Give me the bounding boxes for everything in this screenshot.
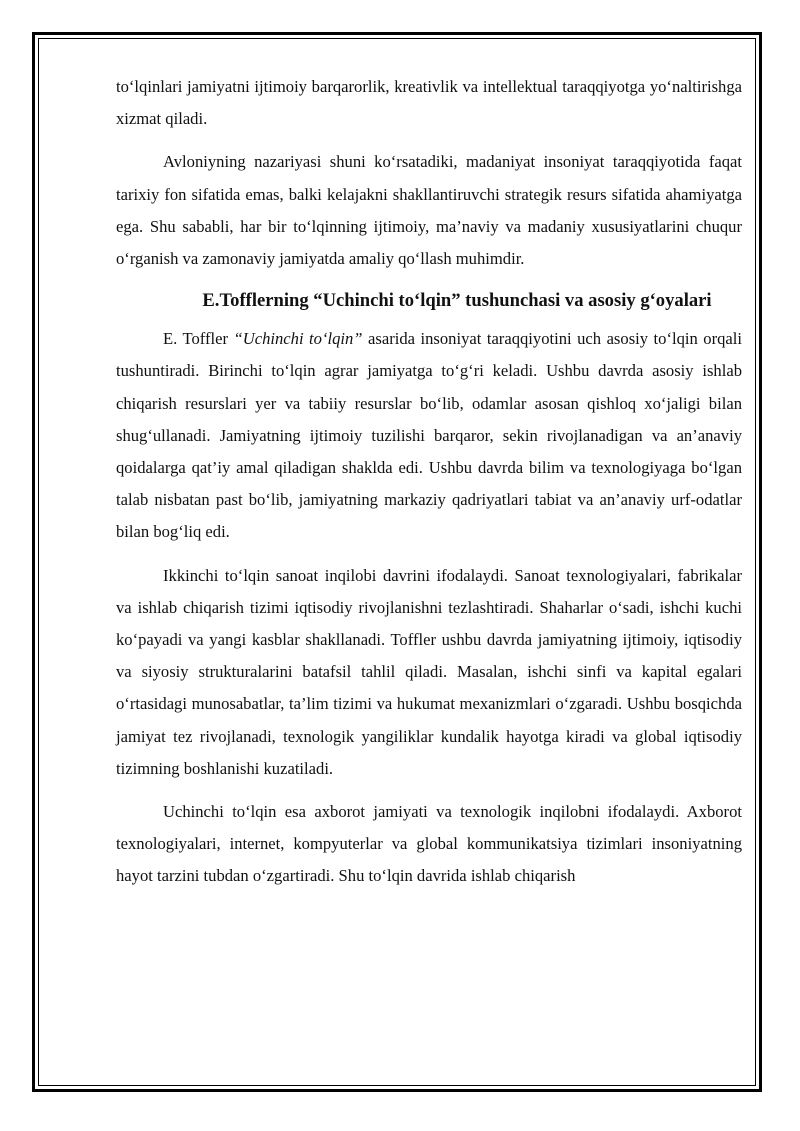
book-title: “Uchinchi to‘lqin”: [233, 329, 363, 349]
paragraph-1: to‘lqinlari jamiyatni ijtimoiy barqarorlik, kreativlik va intellektual taraqqiyotga yo‘naltirishga xizmat qiladi.: [116, 77, 742, 129]
document-body: [116, 71, 742, 904]
paragraph-3-lead: E. Toffler: [163, 329, 234, 349]
paragraph-4: Ikkinchi to‘lqin sanoat inqilobi davrini ifodalaydi. Sanoat texnologiyalari, fabrikalar va ishlab chiqarish tizimi iqtisodiy rivojlanishni tezlashtiradi. Shaharlar o‘sadi, ishchi kuchi ko‘payadi va yangi kasblar shakllanadi. Toffler ushbu davrda jamiyatning ijtimoiy, iqtisodiy va siyosiy strukturalarini batafsil tahlil qiladi. Masalan, ishchi sinfi va kapital egalari o‘rtasidagi munosabatlar, ta’lim tizimi va hukumat mexanizmlari o‘zgaradi. Ushbu bosqichda jamiyat tez rivojlanadi, texnologik yangiliklar kundalik hayotga kiradi va global iqtisodiy tizimning boshlanishi kuzatiladi.: [116, 565, 742, 778]
paragraph-5: Uchinchi to‘lqin esa axborot jamiyati va texnologik inqilobni ifodalaydi. Axborot texnologiyalari, internet, kompyuterlar va global kommunikatsiya tizimlari insoniyatning hayot tarzini tubdan o‘zgartiradi. Shu to‘lqin davrida ishlab chiqarish: [116, 802, 742, 886]
paragraph-3-rest: asarida insoniyat taraqqiyotini uch asosiy to‘lqin orqali tushuntiradi. Birinchi to‘lqin agrar jamiyatga to‘g‘ri keladi. Ushbu davrda asosiy ishlab chiqarish resurslari yer va tabiiy resurslar bo‘lib, odamlar asosan qishloq xo‘jaligi bilan shug‘ullanadi. Jamiyatning ijtimoiy tuzilishi barqaror, sekin rivojlanadigan va an’anaviy qoidalarga qat’iy amal qiladigan shaklda edi. Ushbu davrda bilim va texnologiyaga bo‘lgan talab nisbatan past bo‘lib, jamiyatning markaziy qadriyatlari tabiat va an’anaviy urf-odatlar bilan bog‘liq edi.: [116, 329, 742, 542]
paragraph-2: Avloniyning nazariyasi shuni ko‘rsatadiki, madaniyat insoniyat taraqqiyotida faqat tarixiy fon sifatida emas, balki kelajakni shakllantiruvchi strategik resurs sifatida ahamiyatga ega. Shu sababli, har bir to‘lqinning ijtimoiy, ma’naviy va madaniy xususiyatlarini chuqur o‘rganish va zamonaviy jamiyatda amaliy qo‘llash muhimdir.: [116, 152, 742, 269]
paragraph-3: [116, 323, 742, 548]
section-heading: E.Tofflerning “Uchinchi to‘lqin” tushunchasi va asosiy g‘oyalari: [202, 290, 712, 312]
